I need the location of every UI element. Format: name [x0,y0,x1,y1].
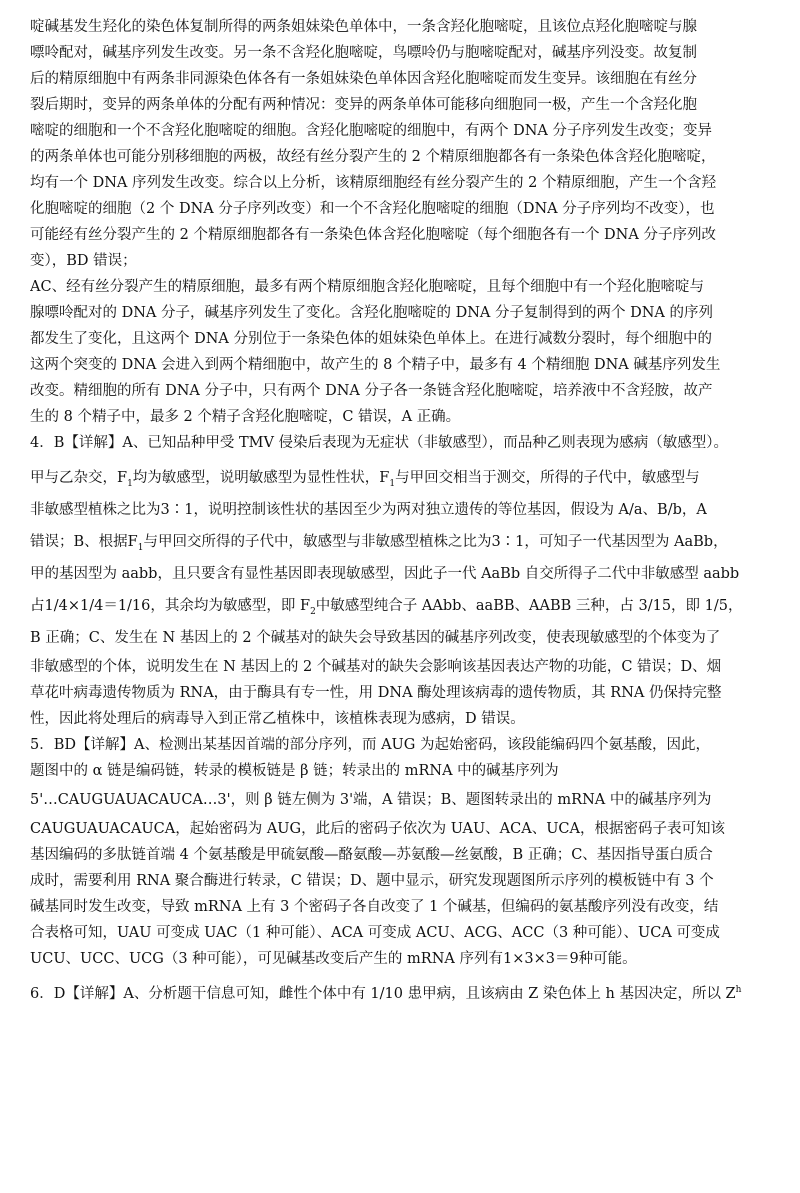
text-line: UCU、UCC、UCG（3 种可能），可见碱基改变后产生的 mRNA 序列有1×3×3＝9种可能。 [30,951,637,967]
text-line: 甲与乙杂交，$F_1$均为敏感型，说明敏感型为显性性状，$F_1$与甲回交相当于测交，所得的子代中，敏感型与 [30,470,700,489]
text-line: 生的 8 个精子中，最多 2 个精子含羟化胞嘧啶，C 错误，A 正确。 [30,409,461,425]
text-line: 都发生了变化，且这两个 DNA 分别位于一条染色体的姐妹染色单体上。在进行减数分裂时，每个细胞中的 [30,331,712,347]
text-line: 错误；B、根据$F_1$与甲回交所得的子代中，敏感型与非敏感型植株之比为3∶1，可知子一代基因型为 AaBb， [30,534,728,553]
question-5-body [30,732,772,972]
question-6-heading: 6．D【详解】A、分析题干信息可知，雌性个体中有 1/10 患甲病，且该病由 Z 染色体上 h 基因决定，所以 $Z^h$ [30,985,742,1002]
text-line: 基因编码的多肽链首端 4 个氨基酸是甲硫氨酸—酪氨酸—苏氨酸—丝氨酸，B 正确；C、基因指导蛋白质合 [30,847,713,863]
question-6-body [30,978,772,1010]
paragraph-block-1 [30,14,772,456]
text-line: 可能经有丝分裂产生的 2 个精原细胞都各有一条染色体含羟化胞嘧啶（每个细胞各有一个 DNA 分子序列改 [30,227,716,243]
text-line: 变），BD 错误； [30,253,137,269]
text-line: 非敏感型植株之比为3∶1，说明控制该性状的基因至少为两对独立遗传的等位基因，假设为 A/a、B/b，A [30,502,707,518]
text-line: 甲的基因型为 aabb，且只要含有显性基因即表现敏感型，因此子一代 AaBb 自交所得子二代中非敏感型 aabb [30,566,740,582]
text-line: 5'…CAUGUAUACAUCA…3'，则 β 链左侧为 3'端，A 错误；B、题图转录出的 mRNA 中的碱基序列为 [30,792,712,808]
text-line: AC、经有丝分裂产生的精原细胞，最多有两个精原细胞含羟化胞嘧啶，且每个细胞中有一个羟化胞嘧啶与 [30,279,705,295]
text-line: 裂后期时，变异的两条单体的分配有两种情况：变异的两条单体可能移向细胞同一极，产生一个含羟化胞 [30,97,697,113]
text-line: 改变。精细胞的所有 DNA 分子中，只有两个 DNA 分子各一条链含羟化胞嘧啶，培养液中不含羟胺，故产 [30,383,713,399]
text-line: 嘧啶的细胞和一个不含羟化胞嘧啶的细胞。含羟化胞嘧啶的细胞中，有两个 DNA 分子序列发生改变；变异 [30,123,712,139]
question-4-body [30,462,772,732]
text-line: 非敏感型的个体，说明发生在 N 基因上的 2 个碱基对的缺失会影响该基因表达产物的功能，C 错误；D、烟 [30,659,722,675]
document-page [30,14,772,1010]
text-line: 题图中的 α 链是编码链，转录的模板链是 β 链；转录出的 mRNA 中的碱基序列为 [30,763,559,779]
text-line: 均有一个 DNA 序列发生改变。综合以上分析，该精原细胞经有丝分裂产生的 2 个精原细胞，产生一个含羟 [30,175,716,191]
text-line: 这两个突变的 DNA 会进入到两个精细胞中，故产生的 8 个精子中，最多有 4 个精细胞 DNA 碱基序列发生 [30,357,721,373]
text-line: 成时，需要利用 RNA 聚合酶进行转录，C 错误；D、题中显示，研究发现题图所示序列的模板链中有 3 个 [30,873,714,889]
text-line: 性，因此将处理后的病毒导入到正常乙植株中，该植株表现为感病，D 错误。 [30,711,525,727]
text-line: 嘌呤配对，碱基序列发生改变。另一条不含羟化胞嘧啶，鸟嘌呤仍与胞嘧啶配对，碱基序列没变。故复制 [30,45,697,61]
text-line: 的两条单体也可能分别移细胞的两极，故经有丝分裂产生的 2 个精原细胞都各有一条染色体含羟化胞嘧啶， [30,149,716,165]
text-line: B 正确；C、发生在 N 基因上的 2 个碱基对的缺失会导致基因的碱基序列改变，使表现敏感型的个体变为了 [30,630,721,646]
text-line: 占1/4×1/4＝1/16，其余均为敏感型，即 $F_2$中敏感型纯合子 AAbb、aaBB、AABB 三种，占 3/15，即 1/5， [30,598,743,617]
question-4-heading: 4．B【详解】A、已知品种甲受 TMV 侵染后表现为无症状（非敏感型），而品种乙则表现为感病（敏感型）。 [30,435,729,451]
text-line: 啶碱基发生羟化的染色体复制所得的两条姐妹染色单体中，一条含羟化胞嘧啶，且该位点羟化胞嘧啶与腺 [30,19,697,35]
text-line: 草花叶病毒遗传物质为 RNA，由于酶具有专一性，用 DNA 酶处理该病毒的遗传物质，其 RNA 仍保持完整 [30,685,722,701]
question-5-heading: 5．BD【详解】A、检测出某基因首端的部分序列，而 AUG 为起始密码，该段能编码四个氨基酸，因此， [30,737,710,753]
text-line: 后的精原细胞中有两条非同源染色体各有一条姐妹染色单体因含羟化胞嘧啶而发生变异。该细胞在有丝分 [30,71,697,87]
text-line: 合表格可知，UAU 可变成 UAC（1 种可能）、ACA 可变成 ACU、ACG、ACC（3 种可能）、UCA 可变成 [30,925,720,941]
text-line: 化胞嘧啶的细胞（2 个 DNA 分子序列改变）和一个不含羟化胞嘧啶的细胞（DNA 分子序列均不改变），也 [30,201,715,217]
text-line: 腺嘌呤配对的 DNA 分子，碱基序列发生了变化。含羟化胞嘧啶的 DNA 分子复制得到的两个 DNA 的序列 [30,305,714,321]
text-line: 碱基同时发生改变，导致 mRNA 上有 3 个密码子各自改变了 1 个碱基，但编码的氨基酸序列没有改变，结 [30,899,719,915]
text-line: CAUGUAUACAUCA，起始密码为 AUG，此后的密码子依次为 UAU、ACA、UCA，根据密码子表可知该 [30,821,725,837]
